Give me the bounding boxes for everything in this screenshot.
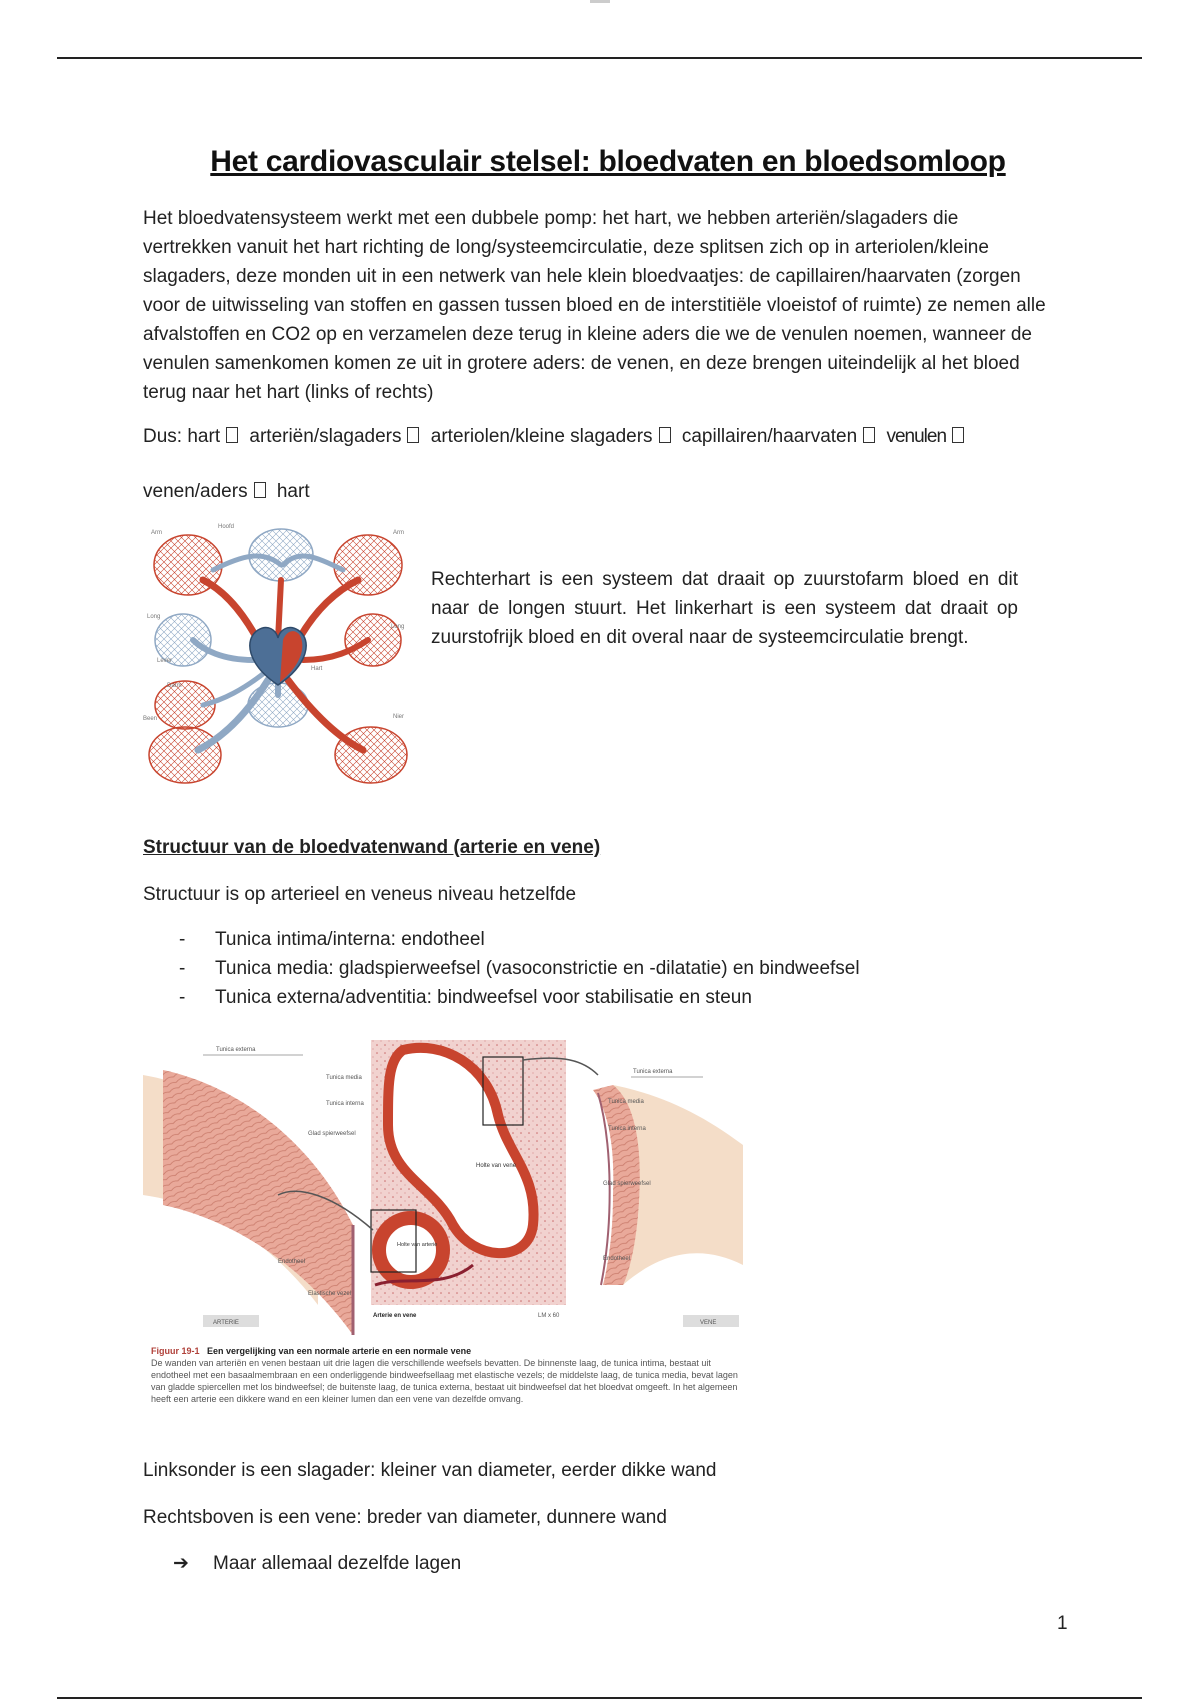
label-leg: Been — [143, 716, 158, 722]
caption-number: Figuur 19-1 — [151, 1346, 200, 1356]
list-item: - Tunica externa/adventitia: bindweefsel voor stabilisatie en steun — [173, 983, 860, 1012]
arrow-placeholder-icon — [226, 427, 238, 443]
page-top-mark — [590, 0, 610, 3]
figure-caption — [151, 1345, 751, 1405]
sequence-prefix: Dus: — [143, 426, 183, 447]
vein-tag: VENE — [700, 1320, 717, 1326]
arrow-right-icon: ➔ — [173, 1553, 189, 1574]
sequence-step: hart — [187, 426, 221, 447]
label-liver: Lever — [157, 658, 173, 664]
header-rule — [57, 57, 1142, 59]
sequence-step: venen/aders — [143, 481, 248, 502]
vein-label-externa: Tunica externa — [633, 1069, 673, 1075]
footer-rule — [57, 1697, 1142, 1699]
sequence-step: arteriolen/kleine slagaders — [430, 426, 653, 447]
vein-label-smooth: Glad spierweefsel — [603, 1181, 651, 1187]
page-number: 1 — [1057, 1613, 1068, 1634]
label-intestine: Darm — [167, 683, 182, 689]
list-item: - Tunica media: gladspierweefsel (vasoconstrictie en -dilatatie) en bindweefsel — [173, 954, 860, 983]
arrow-placeholder-icon — [863, 427, 875, 443]
vein-label-media: Tunica media — [608, 1099, 644, 1105]
vein-label-interna: Tunica interna — [608, 1126, 646, 1132]
sequence-step: venulen — [886, 426, 947, 447]
label-heart: Hart — [311, 666, 323, 672]
circulation-sequence — [143, 425, 1078, 504]
heart-description: Rechterhart is een systeem dat draait op zuurstofarm bloed en dit naar de longen stuurt. Het linkerhart is een systeem dat draait op zuurstofrijk bloed en dit overal naar de systeemcirculatie brengt. — [431, 569, 1018, 648]
caption-text: De wanden van arteriën en venen bestaan uit drie lagen die verschillende weefsels bevatten. De binnenste laag, de tunica intima, bestaat uit endotheel met een basaalmembraan en een onderliggende bindweefsellaag met elastische vezels; de middelste laag, de tunica media, bevat lagen van gladde spiercellen met los bindweefsel; de buitenste laag, de tunica externa, bestaat uit bindweefsel dat het bloedvat omgeeft. In het algemeen heeft een arterie een dikkere wand en een kleiner lumen dan een vene van dezelfde omvang. — [151, 1358, 738, 1404]
label-head: Hoofd — [218, 524, 235, 530]
sequence-step: hart — [276, 481, 310, 502]
micrograph-magnification: LM x 60 — [538, 1313, 560, 1319]
sequence-step: capillairen/haarvaten — [681, 426, 858, 447]
label-arm: Arm — [393, 530, 404, 536]
arrow-placeholder-icon — [952, 427, 964, 443]
label-lung: Long — [147, 614, 161, 620]
layer-list — [173, 925, 860, 1012]
artery-remark: Linksonder is een slagader: kleiner van diameter, eerder dikke wand — [143, 1460, 717, 1481]
intro-paragraph: Het bloedvatensysteem werkt met een dubbele pomp: het hart, we hebben arteriën/slagaders die vertrekken vanuit het hart richting de long/systeemcirculatie, deze splitsen zich op in arteriolen/kleine slagaders, deze monden uit in een netwerk van hele klein bloedvaatjes: de capillairen/haarvaten (zorgen voor de uitwisseling van stoffen en gassen tussen bloed en de interstitiële vloeistof of ruimte) ze nemen alle afvalstoffen en CO2 op en verzamelen deze terug in kleine aders die we de venulen noemen, wanneer de venulen samenkomen komen ze uit in grotere aders: de venen, en deze brengen uiteindelijk al het bloed terug naar het hart (links of rechts) — [143, 208, 1046, 403]
sequence-step: arteriën/slagaders — [249, 426, 402, 447]
label-arm: Arm — [151, 530, 162, 536]
artery-label-externa: Tunica externa — [216, 1047, 256, 1053]
list-item: - Tunica intima/interna: endotheel — [173, 925, 860, 954]
artery-wall-drawing — [143, 1047, 364, 1335]
conclusion-line — [173, 1549, 461, 1578]
circulation-diagram — [143, 520, 413, 790]
conclusion-text: Maar allemaal dezelfde lagen — [213, 1553, 462, 1574]
artery-label-smooth: Glad spierweefsel — [308, 1131, 356, 1137]
artery-tag: ARTERIE — [213, 1320, 239, 1326]
page-title: Het cardiovasculair stelsel: bloedvaten en bloedsomloop — [210, 145, 1006, 178]
arrow-placeholder-icon — [407, 427, 419, 443]
micrograph-caption: Arterie en vene — [373, 1313, 417, 1319]
artery-label-elastic: Elastische vezel — [308, 1291, 352, 1297]
section-intro: Structuur is op arterieel en veneus niveau hetzelfde — [143, 884, 577, 905]
arrow-placeholder-icon — [254, 482, 266, 498]
label-lung: Long — [391, 624, 405, 630]
vein-wall-drawing — [593, 1069, 743, 1327]
vein-lumen-label: Holte van vene — [476, 1163, 517, 1169]
arrow-placeholder-icon — [659, 427, 671, 443]
vein-remark: Rechtsboven is een vene: breder van diameter, dunnere wand — [143, 1507, 667, 1528]
artery-label-interna: Tunica interna — [326, 1101, 364, 1107]
artery-label-endo: Endotheel — [278, 1259, 306, 1265]
label-kidney: Nier — [393, 714, 405, 720]
vein-label-endo: Endotheel — [603, 1256, 631, 1262]
artery-lumen-label: Holte van arterie — [397, 1242, 438, 1248]
caption-title: Een vergelijking van een normale arterie en een normale vene — [207, 1346, 472, 1356]
section-heading: Structuur van de bloedvatenwand (arterie en vene) — [143, 837, 601, 858]
artery-label-media: Tunica media — [326, 1075, 362, 1081]
